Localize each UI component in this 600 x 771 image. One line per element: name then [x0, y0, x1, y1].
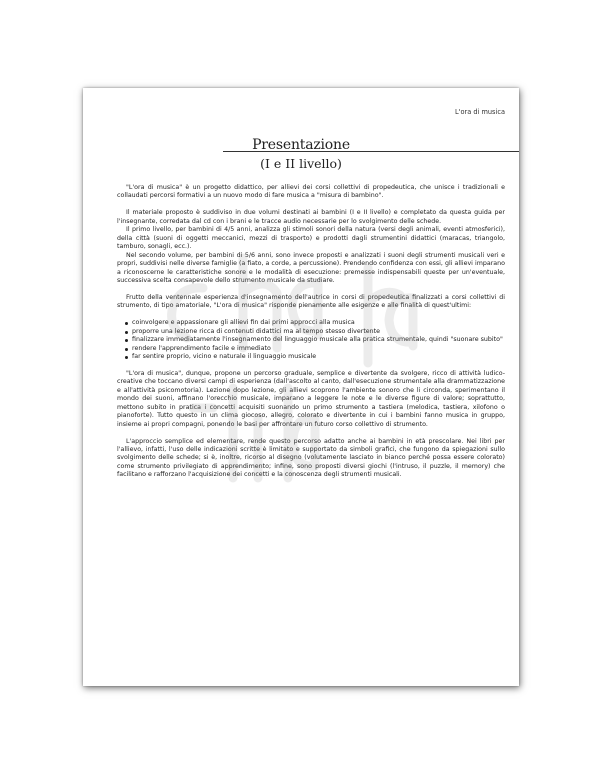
- list-item: finalizzare immediatamente l'insegnamento del linguaggio musicale alla pratica strumentale, quindi "suonare subito": [127, 336, 505, 344]
- paragraph-approach: L'approccio semplice ed elementare, rende questo percorso adatto anche ai bambini in età prescolare. Nei libri per l'allievo, infatti, l'uso delle indicazioni scritte è limitato e supportato da simboli grafici, che fungono da spiegazioni sullo svolgimento delle schede; si è, inoltre, ricorso al disegno (volutamente lasciato in bianco perché possa essere colorato) come strumento privilegiato di apprendimento; infine, sono proposti diversi giochi (l'intruso, il puzzle, il memory) che facilitano e rafforzano l'acquisizione dei concetti e la conoscenza degli strumenti musicali.: [117, 437, 505, 479]
- paragraph-experience: Frutto della ventennale esperienza d'insegnamento dell'autrice in corsi di propedeutica finalizzati a corsi collettivi di strumento, di tipo amatoriale, "L'ora di musica" risponde pienamente alle esigenze e alle finalità di quest'ultimi:: [117, 293, 505, 310]
- document-page: [83, 88, 519, 686]
- page-subtitle: (I e II livello): [260, 156, 342, 171]
- list-item: proporre una lezione ricca di contenuti didattici ma al tempo stesso divertente: [127, 328, 505, 336]
- body-text: [117, 184, 505, 488]
- list-item: far sentire proprio, vicino e naturale il linguaggio musicale: [127, 353, 505, 361]
- page-title: Presentazione: [252, 137, 350, 153]
- paragraph-course: "L'ora di musica", dunque, propone un percorso graduale, semplice e divertente da svolgere, ricco di attività ludico-creative che toccano diversi campi di esperienza (dall'ascolto al canto, dall'esecuzione strumentale alla drammatizzazione e all'attività psicomotoria). Lezione dopo lezione, gli allievi scoprono l'ambiente sonoro che li circonda, sperimentano il mondo dei suoni, affinano l'orecchio musicale, imparano a leggere le note e le diverse figure di valore; soprattutto, mettono subito in pratica i concetti acquisiti suonando un primo strumento a tastiera (melodica, tastiera, xilofono o pianoforte). Tutto questo in un clima giocoso, allegro, colorato e divertente in cui i bambini fanno musica in gruppo, insieme ai propri compagni, ponendo le basi per affrontare un futuro corso collettivo di strumento.: [117, 369, 505, 428]
- running-head: L'ora di musica: [454, 108, 505, 116]
- paragraph-intro: "L'ora di musica" è un progetto didattico, per allievi dei corsi collettivi di propedeutica, che unisce i tradizionali e collaudati percorsi formativi a un nuovo modo di fare musica a "misura di bambino".: [117, 184, 505, 200]
- list-item: coinvolgere e appassionare gli allievi fin dai primi approcci alla musica: [127, 319, 505, 327]
- title-block: [83, 134, 519, 171]
- list-item: rendere l'apprendimento facile e immediato: [127, 345, 505, 353]
- goals-list: [117, 319, 505, 361]
- paragraph-second-level: Nel secondo volume, per bambini di 5/6 anni, sono invece proposti e analizzati i suoni degli strumenti musicali veri e propri, suddivisi nelle diverse famiglie (a fiato, a corde, a percussione). Prendendo confidenza con essi, gli allievi imparano a riconoscerne le caratteristiche sonore e le modalità di esecuzione: premesse indispensabili queste per un'eventuale, successiva scelta consapevole dello strumento musicale da studiare.: [117, 251, 505, 284]
- paragraph-materials: Il materiale proposto è suddiviso in due volumi destinati ai bambini (I e II livello) e completato da questa guida per l'insegnante, corredata dal cd con i brani e le tracce audio necessarie per lo svolgimento delle schede.: [117, 209, 505, 225]
- paragraph-first-level: Il primo livello, per bambini di 4/5 anni, analizza gli stimoli sonori della natura (versi degli animali, eventi atmosferici), della città (suoni di oggetti meccanici, mezzi di trasporto) e prodotti dagli strumentini didattici (maracas, triangolo, tamburo, sonagli, ecc.).: [117, 226, 505, 251]
